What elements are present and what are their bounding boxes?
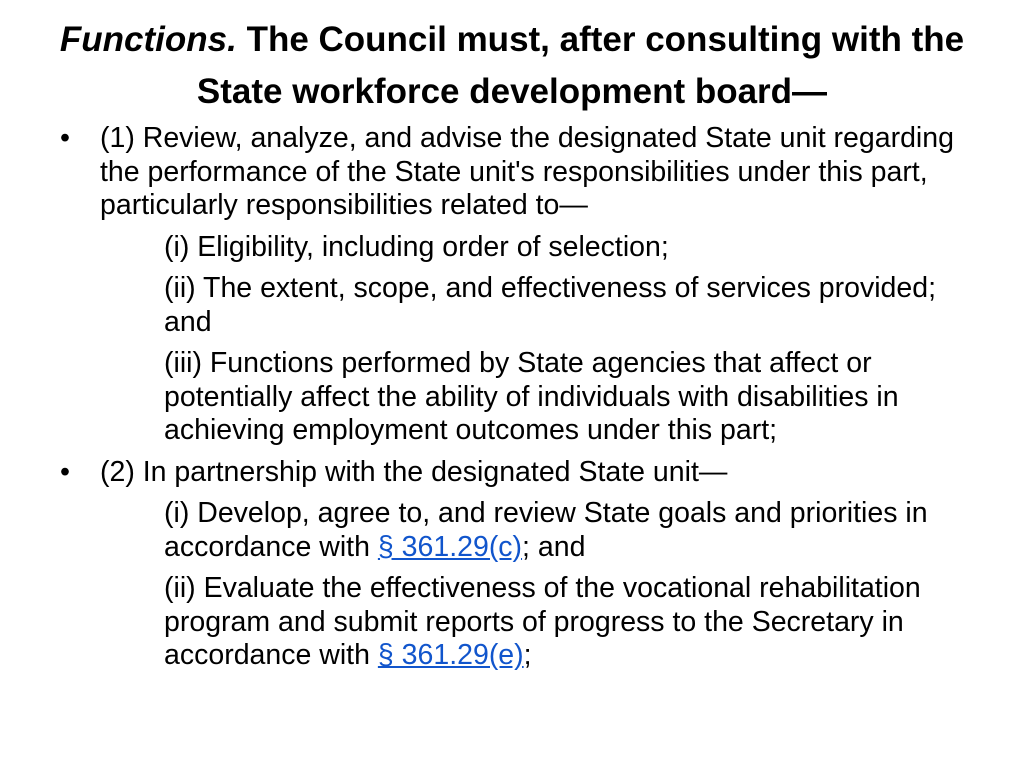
title-italic-lead: Functions. xyxy=(59,20,237,59)
sub-item-text: (ii) Evaluate the effectiveness of the vocational rehabilitation program and submit reports of progress to the Secretary in accordance with xyxy=(164,572,921,671)
sub-item-1-iii xyxy=(56,347,966,448)
bullet-dot-icon: • xyxy=(60,122,70,154)
sub-list-1 xyxy=(56,231,966,448)
slide-title xyxy=(40,14,984,118)
bullet-item-2 xyxy=(56,456,966,490)
sub-item-2-ii xyxy=(56,572,966,673)
sub-item-text: (i) Eligibility, including order of selection; xyxy=(164,230,669,263)
bullet-text: (1) Review, analyze, and advise the designated State unit regarding the performance of the State unit's responsibilities under this part, particularly responsibilities related to— xyxy=(100,122,954,221)
bullet-dot-icon: • xyxy=(60,455,70,488)
sub-item-text-after: ; xyxy=(523,639,532,671)
sub-item-text-after: ; and xyxy=(522,530,586,563)
slide-body xyxy=(56,122,966,681)
bullet-item-1 xyxy=(56,122,966,223)
citation-link-361-29-c[interactable]: § 361.29(c) xyxy=(377,530,523,563)
sub-item-text: (i) Develop, agree to, and review State goals and priorities in accordance with xyxy=(164,497,928,563)
sub-item-text: (ii) The extent, scope, and effectiveness of services provided; and xyxy=(164,272,937,338)
sub-item-1-i xyxy=(56,231,966,265)
title-text: The Council must, after consulting with the State workforce development board— xyxy=(196,20,965,111)
sub-item-2-i xyxy=(56,497,966,564)
citation-link-361-29-e[interactable]: § 361.29(e) xyxy=(377,639,524,671)
sub-list-2 xyxy=(56,497,966,673)
sub-item-1-ii xyxy=(56,272,966,339)
sub-item-text: (iii) Functions performed by State agencies that affect or potentially affect the ability of individuals with disabilities in achieving employment outcomes under this part; xyxy=(164,347,899,446)
bullet-text: (2) In partnership with the designated State unit— xyxy=(100,455,728,488)
